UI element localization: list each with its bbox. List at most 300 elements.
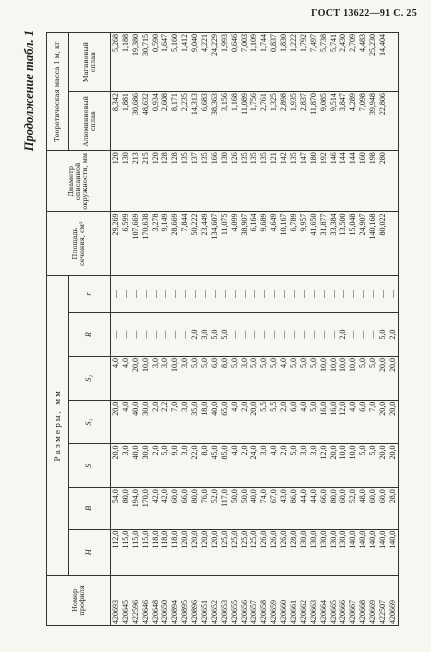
cell-big-r: 2,0 — [190, 313, 200, 357]
cell-s: 2,0 — [151, 444, 161, 488]
table-row — [289, 33, 299, 626]
table-row — [299, 33, 309, 626]
cell-circle-diameter: 213 — [131, 151, 141, 212]
profile-table — [46, 32, 399, 626]
cell-h: 118,0 — [160, 529, 170, 575]
cell-area: 23,449 — [200, 212, 210, 275]
cell-mass-mg: 1,744 — [259, 33, 269, 92]
cell-b: 74,0 — [259, 488, 269, 530]
cell-h: 130,0 — [309, 529, 319, 575]
cell-b: 80,0 — [329, 488, 339, 530]
cell-s: 2,0 — [240, 444, 250, 488]
cell-mass-mg: 7,497 — [309, 33, 319, 92]
cell-b: 42,0 — [151, 488, 161, 530]
cell-h: 140,0 — [358, 529, 368, 575]
cell-s: 12,0 — [319, 444, 329, 488]
cell-big-r: 3,0 — [200, 313, 210, 357]
cell-circle-diameter: 135 — [249, 151, 259, 212]
cell-mass-mg: 0,590 — [151, 33, 161, 92]
cell-s: 20,0 — [378, 444, 388, 488]
cell-circle-diameter: 128 — [160, 151, 170, 212]
cell-circle-diameter: 135 — [289, 151, 299, 212]
cell-mass-mg: 1,792 — [299, 33, 309, 92]
cell-big-r: — — [111, 313, 121, 357]
cell-b: 52,0 — [210, 488, 220, 530]
cell-circle-diameter: 135 — [200, 151, 210, 212]
cell-small-r: — — [289, 275, 299, 312]
cell-small-r: — — [259, 275, 269, 312]
cell-b: 86,0 — [289, 488, 299, 530]
cell-b: 194,0 — [131, 488, 141, 530]
cell-circle-diameter: 130 — [220, 151, 230, 212]
cell-b: 76,0 — [200, 488, 210, 530]
cell-s: 10,0 — [348, 444, 358, 488]
cell-s2: 5,0 — [269, 356, 279, 400]
cell-circle-diameter: 166 — [210, 151, 220, 212]
cell-small-r: — — [309, 275, 319, 312]
cell-h: 120,0 — [180, 529, 190, 575]
col-R: R — [69, 313, 111, 357]
cell-mass-mg: 5,741 — [329, 33, 339, 92]
cell-b: 60,0 — [368, 488, 378, 530]
cell-mass-al: 1,756 — [249, 92, 259, 151]
cell-h: 126,0 — [269, 529, 279, 575]
cell-mass-al: 1,935 — [289, 92, 299, 151]
cell-s: 85,0 — [220, 444, 230, 488]
cell-profile-number: 420666 — [338, 575, 348, 625]
cell-h: 130,0 — [329, 529, 339, 575]
cell-area: 6,599 — [121, 212, 131, 275]
cell-small-r: — — [151, 275, 161, 312]
cell-big-r: — — [279, 313, 289, 357]
cell-s1: 2,0 — [151, 400, 161, 444]
cell-s1: 4,0 — [230, 400, 240, 444]
dimensions-group-header: Размеры, мм — [47, 275, 69, 575]
cell-s2: 5,0 — [299, 356, 309, 400]
cell-circle-diameter: 135 — [180, 151, 190, 212]
cell-h: 118,0 — [170, 529, 180, 575]
cell-mass-al: 2,235 — [180, 92, 190, 151]
cell-s: 3,0 — [121, 444, 131, 488]
cell-mass-mg: 1,412 — [180, 33, 190, 92]
cell-big-r: 5,0 — [220, 313, 230, 357]
cell-area: 9,149 — [160, 212, 170, 275]
cell-profile-number: 420658 — [259, 575, 269, 625]
col-H: H — [69, 529, 111, 575]
cell-s2: 10,0 — [348, 356, 358, 400]
cell-h: 125,0 — [240, 529, 250, 575]
cell-s2: 4,0 — [111, 356, 121, 400]
cell-area: 6,164 — [249, 212, 259, 275]
table-row — [269, 33, 279, 626]
table-row — [170, 33, 180, 626]
cell-mass-al: 4,289 — [348, 92, 358, 151]
cell-area: 41,650 — [309, 212, 319, 275]
cell-h: 140,0 — [348, 529, 358, 575]
cell-circle-diameter: 120 — [151, 151, 161, 212]
cell-b: 170,0 — [141, 488, 151, 530]
cell-area: 31,877 — [319, 212, 329, 275]
cell-s2: 10,0 — [338, 356, 348, 400]
col-B: B — [69, 488, 111, 530]
cell-mass-mg: 0,646 — [230, 33, 240, 92]
cell-s: 10,0 — [338, 444, 348, 488]
cell-mass-mg: 24,229 — [210, 33, 220, 92]
cell-big-r: — — [309, 313, 319, 357]
cell-big-r: 2,0 — [388, 313, 398, 357]
cell-s1: 40,0 — [131, 400, 141, 444]
cell-big-r: 5,0 — [210, 313, 220, 357]
cell-small-r: — — [269, 275, 279, 312]
cell-s2: 3,0 — [160, 356, 170, 400]
cell-circle-diameter: 144 — [348, 151, 358, 212]
cell-mass-mg — [388, 33, 398, 92]
cell-big-r: — — [269, 313, 279, 357]
cell-area: 9,957 — [299, 212, 309, 275]
cell-h: 118,0 — [151, 529, 161, 575]
table-row — [279, 33, 289, 626]
cell-mass-mg: 5,160 — [170, 33, 180, 92]
cell-small-r: — — [160, 275, 170, 312]
table-row — [388, 33, 398, 626]
cell-small-r: — — [190, 275, 200, 312]
cell-b: 80,0 — [190, 488, 200, 530]
cell-s: 30,0 — [141, 444, 151, 488]
table-row — [131, 33, 141, 626]
cell-big-r: 2,0 — [338, 313, 348, 357]
cell-s: 5,0 — [368, 444, 378, 488]
cell-mass-al: 3,156 — [220, 92, 230, 151]
cell-small-r: — — [121, 275, 131, 312]
cell-profile-number: 420662 — [299, 575, 309, 625]
cell-profile-number: 420661 — [289, 575, 299, 625]
cell-s: 45,0 — [210, 444, 220, 488]
cell-s2: 5,0 — [309, 356, 319, 400]
cell-s1: 20,0 — [249, 400, 259, 444]
cell-b: 80,0 — [121, 488, 131, 530]
table-row — [329, 33, 339, 626]
col-mass-al: Алюминиевый сплав — [69, 92, 111, 151]
col-mass-mg: Магниевый сплав — [69, 33, 111, 92]
cell-area: 11,075 — [220, 212, 230, 275]
cell-h: 120,0 — [210, 529, 220, 575]
cell-small-r: — — [378, 275, 388, 312]
table-row — [180, 33, 190, 626]
cell-h: 130,0 — [299, 529, 309, 575]
cell-circle-diameter: 130 — [121, 151, 131, 212]
cell-area: 80,022 — [378, 212, 388, 275]
cell-s: 4,0 — [230, 444, 240, 488]
cell-s: 40,0 — [131, 444, 141, 488]
cell-s1: 4,0 — [348, 400, 358, 444]
table-row — [240, 33, 250, 626]
cell-big-r: — — [299, 313, 309, 357]
cell-s2: 5,0 — [190, 356, 200, 400]
cell-big-r: — — [151, 313, 161, 357]
cell-b: 50,0 — [240, 488, 250, 530]
table-row — [319, 33, 329, 626]
cell-small-r: — — [170, 275, 180, 312]
table-row — [160, 33, 170, 626]
cell-mass-mg: 19,380 — [131, 33, 141, 92]
cell-mass-mg: 4,483 — [358, 33, 368, 92]
cell-big-r: — — [259, 313, 269, 357]
cell-s: 9,0 — [170, 444, 180, 488]
cell-h: 125,0 — [249, 529, 259, 575]
cell-small-r: — — [338, 275, 348, 312]
cell-mass-al: 9,085 — [319, 92, 329, 151]
cell-s2: 10,0 — [319, 356, 329, 400]
cell-mass-mg: 2,709 — [348, 33, 358, 92]
cell-h: 140,0 — [368, 529, 378, 575]
cell-circle-diameter: 192 — [319, 151, 329, 212]
cell-profile-number: 420646 — [141, 575, 151, 625]
cell-b: 54,0 — [111, 488, 121, 530]
cell-mass-al: 8,171 — [170, 92, 180, 151]
cell-s2: 5,0 — [259, 356, 269, 400]
cell-profile-number: 420648 — [151, 575, 161, 625]
table-row — [141, 33, 151, 626]
col-S: S — [69, 444, 111, 488]
cell-small-r: — — [348, 275, 358, 312]
cell-h: 126,0 — [279, 529, 289, 575]
cell-profile-number: 420896 — [190, 575, 200, 625]
cell-s1: 65,0 — [220, 400, 230, 444]
cell-s1: 20,0 — [388, 400, 398, 444]
cell-area: 9,689 — [259, 212, 269, 275]
cell-s: 20,0 — [111, 444, 121, 488]
cell-mass-al: 14,313 — [190, 92, 200, 151]
cell-mass-al: 6,683 — [200, 92, 210, 151]
cell-circle-diameter: 144 — [338, 151, 348, 212]
cell-big-r: — — [240, 313, 250, 357]
cell-h: 120,0 — [190, 529, 200, 575]
cell-circle-diameter: 135 — [240, 151, 250, 212]
cell-profile-number: 420650 — [160, 575, 170, 625]
cell-s: 24,0 — [249, 444, 259, 488]
cell-area: 24,907 — [358, 212, 368, 275]
cell-mass-mg: 1,830 — [279, 33, 289, 92]
cell-area: 33,384 — [329, 212, 339, 275]
cell-profile-number: 420651 — [200, 575, 210, 625]
cell-s2: 5,0 — [368, 356, 378, 400]
cell-b: 60,0 — [338, 488, 348, 530]
cell-small-r: — — [111, 275, 121, 312]
cell-big-r: — — [230, 313, 240, 357]
cell-h: 126,0 — [259, 529, 269, 575]
cell-s: 5,0 — [289, 444, 299, 488]
cell-mass-al: 2,608 — [160, 92, 170, 151]
cell-b: 43,0 — [279, 488, 289, 530]
cell-b: 117,0 — [220, 488, 230, 530]
rotated-page — [20, 26, 412, 626]
cell-area: 38,907 — [240, 212, 250, 275]
cell-h: 115,0 — [131, 529, 141, 575]
cell-big-r: — — [368, 313, 378, 357]
table-row — [230, 33, 240, 626]
cell-s: 2,0 — [279, 444, 289, 488]
cell-area: 134,607 — [210, 212, 220, 275]
cell-h: 130,0 — [338, 529, 348, 575]
cell-s2: 6,0 — [210, 356, 220, 400]
cell-mass-mg: 7,003 — [240, 33, 250, 92]
cell-circle-diameter: 146 — [329, 151, 339, 212]
cell-area: 107,669 — [131, 212, 141, 275]
cell-b: 67,0 — [269, 488, 279, 530]
cell-mass-mg: 1,109 — [249, 33, 259, 92]
cell-s2: 20,0 — [388, 356, 398, 400]
cell-mass-al: 48,632 — [141, 92, 151, 151]
cell-mass-al: 39,948 — [368, 92, 378, 151]
cell-h: 112,0 — [111, 529, 121, 575]
cell-s1: 20,0 — [378, 400, 388, 444]
table-row — [309, 33, 319, 626]
cell-s: 5,0 — [358, 444, 368, 488]
cell-mass-al: 11,870 — [309, 92, 319, 151]
cell-s1: 20,0 — [111, 400, 121, 444]
cell-circle-diameter: 280 — [378, 151, 388, 212]
cell-mass-mg: 5,738 — [319, 33, 329, 92]
cell-profile-number: 420669 — [388, 575, 398, 625]
cell-s2: 8,0 — [220, 356, 230, 400]
cell-b: 48,0 — [358, 488, 368, 530]
cell-area — [388, 212, 398, 275]
cell-mass-mg: 5,268 — [111, 33, 121, 92]
cell-s: 22,0 — [190, 444, 200, 488]
cell-big-r: — — [358, 313, 368, 357]
cell-small-r: — — [220, 275, 230, 312]
cell-h: 125,0 — [230, 529, 240, 575]
table-row — [210, 33, 220, 626]
cell-area: 6,789 — [289, 212, 299, 275]
cell-mass-mg: 1,647 — [160, 33, 170, 92]
cell-circle-diameter: 147 — [299, 151, 309, 212]
table-row — [220, 33, 230, 626]
cell-area: 170,638 — [141, 212, 151, 275]
cell-small-r: — — [200, 275, 210, 312]
cell-s1: 7,0 — [170, 400, 180, 444]
cell-big-r: — — [319, 313, 329, 357]
cell-s: 3,0 — [299, 444, 309, 488]
cell-mass-al: 0,934 — [151, 92, 161, 151]
cell-big-r: — — [180, 313, 190, 357]
col-area: Площадь сечения, см² — [47, 212, 111, 275]
cell-mass-mg: 1,993 — [220, 33, 230, 92]
cell-b: 40,0 — [249, 488, 259, 530]
cell-b: 28,0 — [388, 488, 398, 530]
cell-profile-number: 422507 — [378, 575, 388, 625]
cell-s1: 12,0 — [338, 400, 348, 444]
cell-small-r: — — [180, 275, 190, 312]
cell-area: 29,269 — [111, 212, 121, 275]
cell-s1: 40,0 — [210, 400, 220, 444]
cell-circle-diameter: 137 — [190, 151, 200, 212]
cell-s2: 3,0 — [180, 356, 190, 400]
cell-profile-number: 420645 — [121, 575, 131, 625]
cell-s1: 18,0 — [200, 400, 210, 444]
cell-profile-number: 420668 — [358, 575, 368, 625]
cell-s1: 5,0 — [309, 400, 319, 444]
cell-circle-diameter: 198 — [368, 151, 378, 212]
cell-big-r: — — [131, 313, 141, 357]
col-profile-number: Номер профиля — [47, 575, 111, 625]
cell-mass-mg: 14,404 — [378, 33, 388, 92]
cell-profile-number: 420659 — [269, 575, 279, 625]
cell-profile-number: 420669 — [368, 575, 378, 625]
cell-small-r: — — [131, 275, 141, 312]
cell-mass-mg: 9,040 — [190, 33, 200, 92]
cell-s1: 4,0 — [121, 400, 131, 444]
cell-s2: 5,0 — [358, 356, 368, 400]
cell-circle-diameter: 126 — [230, 151, 240, 212]
cell-profile-number: 420660 — [279, 575, 289, 625]
cell-circle-diameter — [388, 151, 398, 212]
table-row — [368, 33, 378, 626]
cell-small-r: — — [141, 275, 151, 312]
cell-mass-al: 3,847 — [338, 92, 348, 151]
cell-s2: 4,0 — [121, 356, 131, 400]
cell-mass-al: 30,686 — [131, 92, 141, 151]
cell-s2: 5,0 — [230, 356, 240, 400]
table-row — [190, 33, 200, 626]
cell-mass-al: 22,806 — [378, 92, 388, 151]
cell-small-r: — — [368, 275, 378, 312]
cell-circle-diameter: 120 — [111, 151, 121, 212]
cell-b: 66,0 — [180, 488, 190, 530]
cell-circle-diameter: 128 — [170, 151, 180, 212]
cell-h: 130,0 — [319, 529, 329, 575]
cell-big-r: — — [249, 313, 259, 357]
cell-profile-number: 420657 — [249, 575, 259, 625]
cell-s1: 16,0 — [329, 400, 339, 444]
cell-small-r: — — [230, 275, 240, 312]
table-row — [249, 33, 259, 626]
cell-mass-al: 1,881 — [121, 92, 131, 151]
cell-h: 140,0 — [378, 529, 388, 575]
cell-circle-diameter: 121 — [269, 151, 279, 212]
cell-h: 115,0 — [121, 529, 131, 575]
table-body — [111, 33, 399, 626]
cell-s1: 35,0 — [190, 400, 200, 444]
cell-s2: 10,0 — [141, 356, 151, 400]
cell-profile-number: 420653 — [220, 575, 230, 625]
cell-s2: 5,0 — [249, 356, 259, 400]
cell-s: 20,0 — [329, 444, 339, 488]
cell-h: 140,0 — [388, 529, 398, 575]
cell-circle-diameter: 135 — [259, 151, 269, 212]
mass-group-header: Теоретическая масса 1 м, кг — [47, 33, 69, 151]
cell-s: 5,0 — [160, 444, 170, 488]
cell-small-r: — — [240, 275, 250, 312]
cell-profile-number: 420663 — [309, 575, 319, 625]
cell-mass-al: 1,168 — [230, 92, 240, 151]
table-row — [200, 33, 210, 626]
cell-s1: 2,0 — [279, 400, 289, 444]
cell-mass-al: 7,098 — [358, 92, 368, 151]
col-S2: S₂ — [69, 356, 111, 400]
cell-mass-al: 9,514 — [329, 92, 339, 151]
cell-mass-al: 38,363 — [210, 92, 220, 151]
cell-s2: 5,0 — [200, 356, 210, 400]
cell-s1: 4,0 — [299, 400, 309, 444]
cell-s1: 16,0 — [319, 400, 329, 444]
col-S1: S₁ — [69, 400, 111, 444]
cell-mass-al: 2,898 — [279, 92, 289, 151]
cell-b: 60,0 — [378, 488, 388, 530]
cell-area: 4,649 — [269, 212, 279, 275]
cell-s1: 2,2 — [160, 400, 170, 444]
cell-small-r: — — [249, 275, 259, 312]
